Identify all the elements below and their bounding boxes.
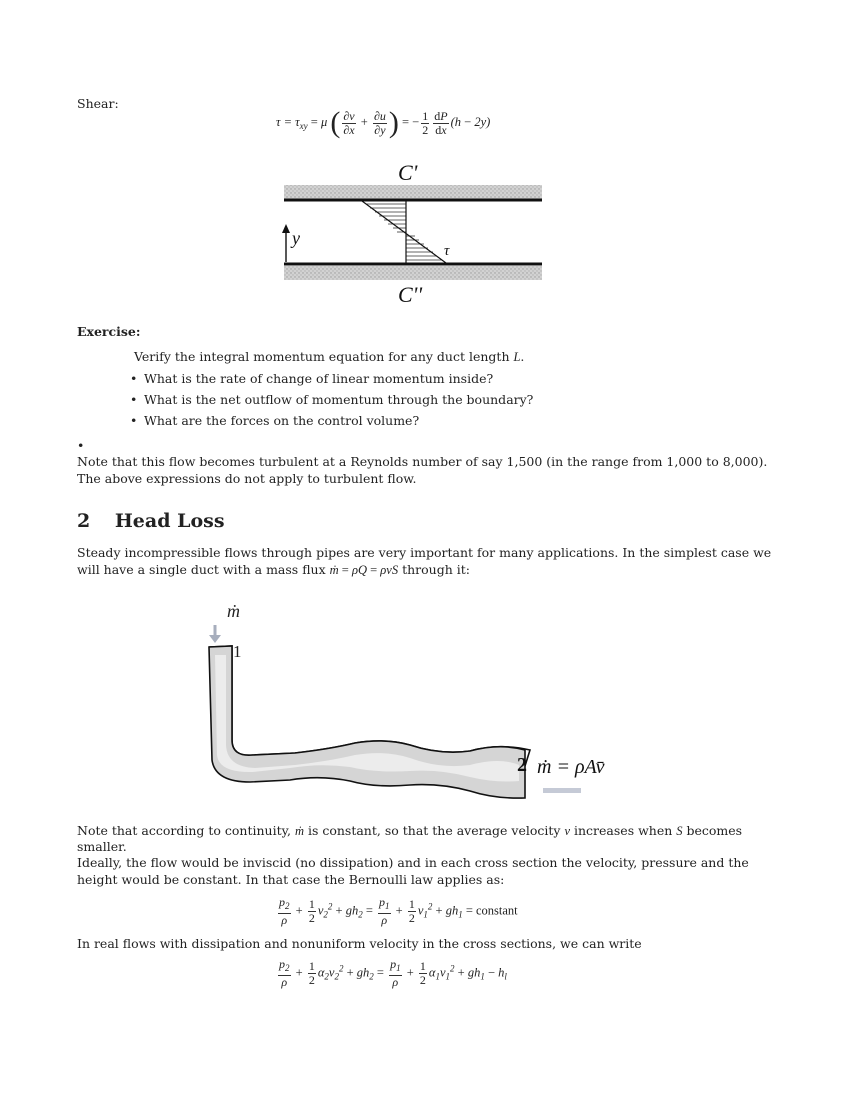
exercise-bullet-item: • What is the rate of change of linear momentum inside?: [130, 368, 533, 389]
mdot-symbol: ṁ: [294, 824, 304, 838]
exercise-intro-prefix: Verify the integral momentum equation for any duct length: [134, 349, 514, 364]
area-symbol: S: [676, 824, 683, 838]
exercise-bullet-item: • What are the forces on the control volume?: [130, 410, 533, 431]
exercise-bullet-list: [130, 368, 533, 431]
channel-flow-figure: [270, 160, 555, 310]
continuity-para-line4: height would be constant. In that case the Bernoulli law applies as:: [77, 872, 505, 887]
velocity-symbol: v: [564, 824, 571, 838]
head-loss-equation: $\frac{p_2}{\rho}$ + $\frac{1}{2}$ $\alpha_2v_2^2 + gh_2$ = $\frac{p_1}{\rho}$ + $\frac{1}{2}$ $\alpha_1v_1^2 + gh_1 - h_l$: [279, 957, 507, 989]
bernoulli-rhs: constant: [476, 903, 518, 918]
intro-para-line2-prefix: will have a single duct with a mass flux: [77, 562, 330, 577]
bottom-wall-hatch: [284, 266, 542, 280]
y-axis-label: y: [292, 228, 300, 248]
y-axis-arrowhead: [282, 224, 290, 233]
continuity-line1-mid2: increases when: [570, 823, 677, 838]
continuity-para-line2: smaller.: [77, 839, 127, 854]
mdot-label: ṁ: [227, 601, 240, 621]
shear-equation: $\tau = \tau_{xy} = \mu$ ( $\frac{\partial v}{\partial x}$ + $\frac{\partial u}{\partial y}$ ) = − $\frac{1}{2}$ $\frac{dP}{dx}$ (h − 2y): [276, 106, 491, 139]
empty-bullet: •: [77, 438, 85, 453]
continuity-para-line1: [77, 822, 742, 840]
section-number: 2: [77, 510, 91, 532]
shear-profile-line: [362, 201, 446, 263]
shear-label: Shear:: [77, 96, 119, 111]
outlet-number: 2: [517, 754, 527, 776]
mass-flux-formula: ṁ = ρQ = ρvS: [329, 563, 399, 577]
continuity-line1-suffix: becomes: [682, 823, 743, 838]
tau-label: τ: [444, 243, 450, 259]
continuity-line1-prefix: Note that according to continuity,: [77, 823, 295, 838]
outflow-arrow: [543, 788, 581, 793]
exercise-bullet-item: • What is the net outflow of momentum through the boundary?: [130, 389, 533, 410]
intro-para-line2-suffix: through it:: [398, 562, 470, 577]
intro-para-line2: [77, 561, 470, 579]
bottom-wall-label: C'': [398, 282, 423, 307]
top-wall-label: C': [398, 160, 418, 185]
outlet-formula: ṁ = ρAv̄: [537, 756, 605, 778]
section-heading: [77, 510, 225, 532]
pipe-figure: [195, 595, 640, 805]
turbulent-note-line2: The above expressions do not apply to turbulent flow.: [77, 471, 417, 486]
turbulent-note-line1: Note that this flow becomes turbulent at a Reynolds number of say 1,500 (in the range from 1,000 to 8,000).: [77, 454, 768, 469]
exercise-intro-var: L: [513, 350, 521, 364]
exercise-intro-suffix: .: [520, 349, 525, 364]
exercise-intro: [134, 348, 524, 366]
top-wall-hatch: [284, 185, 542, 199]
inflow-arrowhead: [209, 635, 221, 643]
intro-para-line1: Steady incompressible flows through pipes are very important for many applications. In the simplest case we: [77, 545, 772, 560]
continuity-line1-mid: is constant, so that the average velocity: [303, 823, 565, 838]
inlet-label: 1: [233, 642, 242, 661]
bernoulli-equation: $\frac{p_2}{\rho}$ + $\frac{1}{2}$ $v_2^2 + gh_2$ = $\frac{p_1}{\rho}$ + $\frac{1}{2}$ $v_1^2 + gh_1$ = constant: [279, 895, 518, 927]
section-title: Head Loss: [114, 510, 225, 532]
continuity-para-line3: Ideally, the flow would be inviscid (no dissipation) and in each cross section the velocity, pressure and the: [77, 855, 749, 870]
exercise-heading: Exercise:: [77, 324, 141, 339]
real-flow-para-line1: In real flows with dissipation and nonuniform velocity in the cross sections, we can write: [77, 936, 642, 951]
